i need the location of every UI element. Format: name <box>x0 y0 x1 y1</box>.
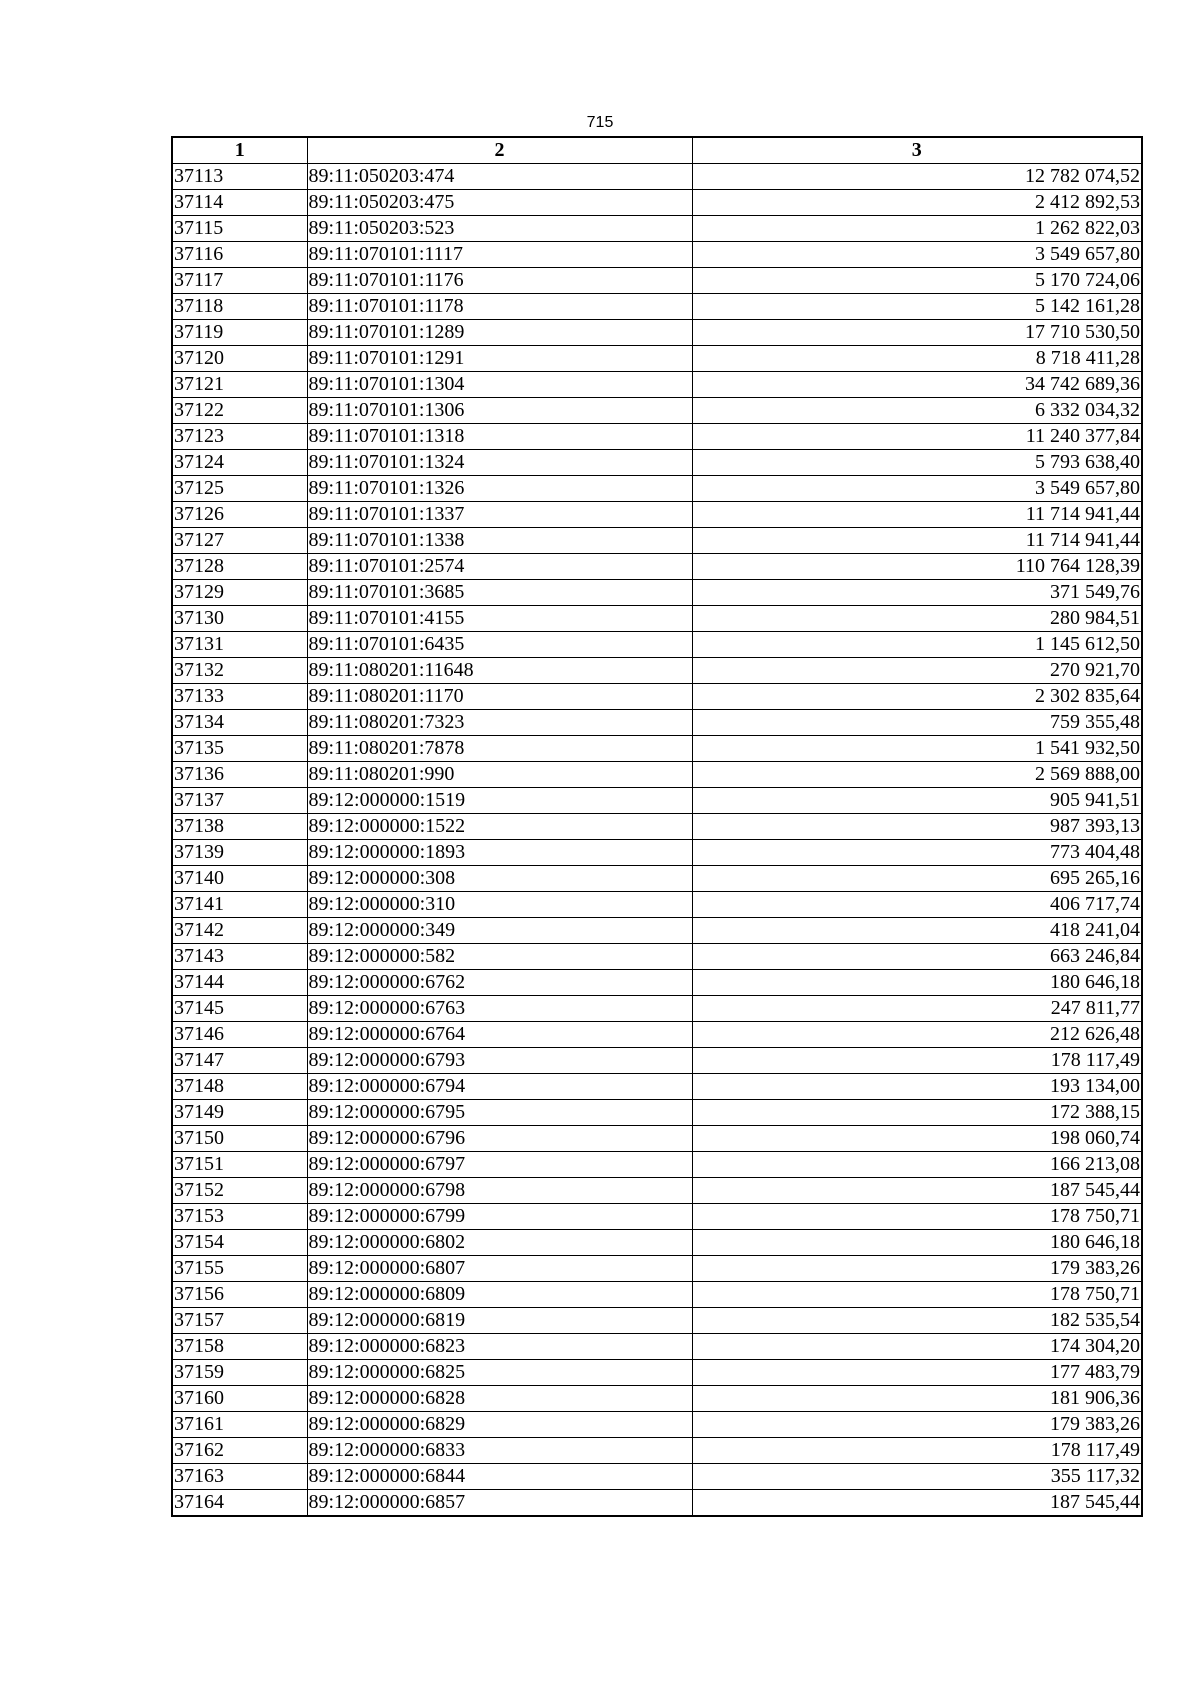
cadastral-value-cell: 3 549 657,80 <box>692 242 1142 268</box>
cadastral-value-cell: 1 262 822,03 <box>692 216 1142 242</box>
table-row <box>172 606 1142 632</box>
row-number-cell: 37140 <box>172 866 307 892</box>
column-header-3: 3 <box>692 137 1142 164</box>
row-number-cell: 37126 <box>172 502 307 528</box>
table-row <box>172 762 1142 788</box>
cadastral-value-cell: 663 246,84 <box>692 944 1142 970</box>
row-number-cell: 37121 <box>172 372 307 398</box>
table-row <box>172 866 1142 892</box>
row-number-cell: 37164 <box>172 1490 307 1517</box>
row-number-cell: 37154 <box>172 1230 307 1256</box>
table-row <box>172 1412 1142 1438</box>
row-number-cell: 37132 <box>172 658 307 684</box>
table-row <box>172 788 1142 814</box>
row-number-cell: 37123 <box>172 424 307 450</box>
row-number-cell: 37122 <box>172 398 307 424</box>
table-row <box>172 476 1142 502</box>
table-row <box>172 1022 1142 1048</box>
cadastral-number-cell: 89:12:000000:6825 <box>307 1360 692 1386</box>
cadastral-number-cell: 89:12:000000:6797 <box>307 1152 692 1178</box>
column-header-2: 2 <box>307 137 692 164</box>
row-number-cell: 37119 <box>172 320 307 346</box>
cadastral-value-cell: 12 782 074,52 <box>692 164 1142 190</box>
cadastral-value-cell: 270 921,70 <box>692 658 1142 684</box>
cadastral-value-table <box>171 136 1143 1517</box>
cadastral-value-cell: 371 549,76 <box>692 580 1142 606</box>
table-row <box>172 346 1142 372</box>
cadastral-value-cell: 695 265,16 <box>692 866 1142 892</box>
table-row <box>172 294 1142 320</box>
cadastral-value-cell: 174 304,20 <box>692 1334 1142 1360</box>
cadastral-value-cell: 5 142 161,28 <box>692 294 1142 320</box>
cadastral-value-cell: 212 626,48 <box>692 1022 1142 1048</box>
table-row <box>172 684 1142 710</box>
row-number-cell: 37158 <box>172 1334 307 1360</box>
row-number-cell: 37144 <box>172 970 307 996</box>
cadastral-value-cell: 5 793 638,40 <box>692 450 1142 476</box>
table-row <box>172 1100 1142 1126</box>
cadastral-value-cell: 11 714 941,44 <box>692 502 1142 528</box>
table-row <box>172 242 1142 268</box>
cadastral-number-cell: 89:11:070101:1117 <box>307 242 692 268</box>
table-row <box>172 1334 1142 1360</box>
table-row <box>172 1152 1142 1178</box>
cadastral-number-cell: 89:11:070101:1337 <box>307 502 692 528</box>
cadastral-number-cell: 89:12:000000:310 <box>307 892 692 918</box>
row-number-cell: 37153 <box>172 1204 307 1230</box>
table-row <box>172 918 1142 944</box>
row-number-cell: 37156 <box>172 1282 307 1308</box>
cadastral-number-cell: 89:11:070101:1306 <box>307 398 692 424</box>
cadastral-number-cell: 89:11:070101:1304 <box>307 372 692 398</box>
table-row <box>172 164 1142 190</box>
table-row <box>172 736 1142 762</box>
table-row <box>172 814 1142 840</box>
row-number-cell: 37138 <box>172 814 307 840</box>
cadastral-value-cell: 2 302 835,64 <box>692 684 1142 710</box>
table-row <box>172 1360 1142 1386</box>
row-number-cell: 37161 <box>172 1412 307 1438</box>
table-header-row <box>172 137 1142 164</box>
row-number-cell: 37118 <box>172 294 307 320</box>
table-row <box>172 658 1142 684</box>
row-number-cell: 37149 <box>172 1100 307 1126</box>
cadastral-number-cell: 89:11:070101:1324 <box>307 450 692 476</box>
cadastral-value-cell: 177 483,79 <box>692 1360 1142 1386</box>
cadastral-number-cell: 89:12:000000:6802 <box>307 1230 692 1256</box>
table-row <box>172 970 1142 996</box>
table-row <box>172 1308 1142 1334</box>
cadastral-number-cell: 89:12:000000:6857 <box>307 1490 692 1517</box>
cadastral-number-cell: 89:11:050203:475 <box>307 190 692 216</box>
cadastral-value-cell: 172 388,15 <box>692 1100 1142 1126</box>
cadastral-number-cell: 89:11:070101:1338 <box>307 528 692 554</box>
cadastral-value-cell: 3 549 657,80 <box>692 476 1142 502</box>
table-row <box>172 1438 1142 1464</box>
cadastral-value-cell: 182 535,54 <box>692 1308 1142 1334</box>
table-row <box>172 424 1142 450</box>
row-number-cell: 37163 <box>172 1464 307 1490</box>
cadastral-value-cell: 179 383,26 <box>692 1256 1142 1282</box>
table-row <box>172 1230 1142 1256</box>
row-number-cell: 37133 <box>172 684 307 710</box>
row-number-cell: 37162 <box>172 1438 307 1464</box>
cadastral-number-cell: 89:12:000000:6764 <box>307 1022 692 1048</box>
row-number-cell: 37160 <box>172 1386 307 1412</box>
cadastral-value-cell: 193 134,00 <box>692 1074 1142 1100</box>
cadastral-value-cell: 1 145 612,50 <box>692 632 1142 658</box>
cadastral-number-cell: 89:11:070101:1176 <box>307 268 692 294</box>
cadastral-number-cell: 89:11:080201:7323 <box>307 710 692 736</box>
row-number-cell: 37114 <box>172 190 307 216</box>
cadastral-number-cell: 89:12:000000:6794 <box>307 1074 692 1100</box>
row-number-cell: 37152 <box>172 1178 307 1204</box>
cadastral-number-cell: 89:12:000000:6798 <box>307 1178 692 1204</box>
table-row <box>172 320 1142 346</box>
table-row <box>172 372 1142 398</box>
cadastral-value-cell: 180 646,18 <box>692 970 1142 996</box>
table-row <box>172 580 1142 606</box>
cadastral-value-cell: 178 750,71 <box>692 1204 1142 1230</box>
column-header-1: 1 <box>172 137 307 164</box>
cadastral-value-cell: 8 718 411,28 <box>692 346 1142 372</box>
cadastral-number-cell: 89:12:000000:349 <box>307 918 692 944</box>
cadastral-value-cell: 178 117,49 <box>692 1438 1142 1464</box>
cadastral-value-cell: 759 355,48 <box>692 710 1142 736</box>
cadastral-number-cell: 89:11:070101:4155 <box>307 606 692 632</box>
cadastral-number-cell: 89:11:070101:3685 <box>307 580 692 606</box>
table-row <box>172 450 1142 476</box>
cadastral-value-cell: 418 241,04 <box>692 918 1142 944</box>
cadastral-number-cell: 89:11:070101:1178 <box>307 294 692 320</box>
cadastral-number-cell: 89:12:000000:6807 <box>307 1256 692 1282</box>
row-number-cell: 37134 <box>172 710 307 736</box>
row-number-cell: 37135 <box>172 736 307 762</box>
cadastral-number-cell: 89:12:000000:1519 <box>307 788 692 814</box>
table-row <box>172 944 1142 970</box>
row-number-cell: 37141 <box>172 892 307 918</box>
cadastral-number-cell: 89:12:000000:6793 <box>307 1048 692 1074</box>
table-row <box>172 502 1142 528</box>
cadastral-value-cell: 773 404,48 <box>692 840 1142 866</box>
row-number-cell: 37139 <box>172 840 307 866</box>
table-row <box>172 892 1142 918</box>
table-row <box>172 528 1142 554</box>
table-row <box>172 632 1142 658</box>
cadastral-number-cell: 89:12:000000:6795 <box>307 1100 692 1126</box>
table-row <box>172 1386 1142 1412</box>
table-row <box>172 996 1142 1022</box>
table-row <box>172 1074 1142 1100</box>
cadastral-number-cell: 89:12:000000:6829 <box>307 1412 692 1438</box>
cadastral-number-cell: 89:11:070101:1326 <box>307 476 692 502</box>
row-number-cell: 37131 <box>172 632 307 658</box>
cadastral-value-cell: 280 984,51 <box>692 606 1142 632</box>
cadastral-number-cell: 89:12:000000:6819 <box>307 1308 692 1334</box>
cadastral-value-cell: 987 393,13 <box>692 814 1142 840</box>
cadastral-number-cell: 89:11:070101:6435 <box>307 632 692 658</box>
cadastral-number-cell: 89:11:080201:990 <box>307 762 692 788</box>
row-number-cell: 37142 <box>172 918 307 944</box>
row-number-cell: 37130 <box>172 606 307 632</box>
row-number-cell: 37125 <box>172 476 307 502</box>
table-row <box>172 1126 1142 1152</box>
cadastral-number-cell: 89:12:000000:6844 <box>307 1464 692 1490</box>
row-number-cell: 37145 <box>172 996 307 1022</box>
cadastral-number-cell: 89:12:000000:6763 <box>307 996 692 1022</box>
cadastral-number-cell: 89:12:000000:6809 <box>307 1282 692 1308</box>
cadastral-value-cell: 187 545,44 <box>692 1178 1142 1204</box>
row-number-cell: 37155 <box>172 1256 307 1282</box>
cadastral-number-cell: 89:11:070101:1289 <box>307 320 692 346</box>
cadastral-number-cell: 89:12:000000:582 <box>307 944 692 970</box>
table-row <box>172 216 1142 242</box>
row-number-cell: 37124 <box>172 450 307 476</box>
cadastral-value-cell: 2 569 888,00 <box>692 762 1142 788</box>
table-row <box>172 1464 1142 1490</box>
cadastral-value-cell: 5 170 724,06 <box>692 268 1142 294</box>
row-number-cell: 37113 <box>172 164 307 190</box>
cadastral-value-cell: 406 717,74 <box>692 892 1142 918</box>
row-number-cell: 37148 <box>172 1074 307 1100</box>
cadastral-value-cell: 2 412 892,53 <box>692 190 1142 216</box>
cadastral-number-cell: 89:11:080201:7878 <box>307 736 692 762</box>
cadastral-value-cell: 6 332 034,32 <box>692 398 1142 424</box>
row-number-cell: 37151 <box>172 1152 307 1178</box>
cadastral-number-cell: 89:11:070101:1291 <box>307 346 692 372</box>
table-row <box>172 554 1142 580</box>
cadastral-value-cell: 905 941,51 <box>692 788 1142 814</box>
cadastral-number-cell: 89:12:000000:6762 <box>307 970 692 996</box>
page-number: 715 <box>586 114 614 131</box>
table-row <box>172 840 1142 866</box>
cadastral-number-cell: 89:11:070101:2574 <box>307 554 692 580</box>
row-number-cell: 37120 <box>172 346 307 372</box>
cadastral-number-cell: 89:12:000000:308 <box>307 866 692 892</box>
row-number-cell: 37129 <box>172 580 307 606</box>
cadastral-number-cell: 89:11:070101:1318 <box>307 424 692 450</box>
cadastral-value-cell: 34 742 689,36 <box>692 372 1142 398</box>
table-row <box>172 1178 1142 1204</box>
cadastral-value-cell: 179 383,26 <box>692 1412 1142 1438</box>
cadastral-number-cell: 89:11:080201:1170 <box>307 684 692 710</box>
cadastral-value-cell: 166 213,08 <box>692 1152 1142 1178</box>
cadastral-number-cell: 89:12:000000:1893 <box>307 840 692 866</box>
cadastral-value-cell: 11 240 377,84 <box>692 424 1142 450</box>
table-body <box>172 164 1142 1517</box>
cadastral-number-cell: 89:11:080201:11648 <box>307 658 692 684</box>
table-row <box>172 1490 1142 1517</box>
cadastral-number-cell: 89:12:000000:6799 <box>307 1204 692 1230</box>
row-number-cell: 37136 <box>172 762 307 788</box>
cadastral-number-cell: 89:12:000000:6833 <box>307 1438 692 1464</box>
row-number-cell: 37159 <box>172 1360 307 1386</box>
row-number-cell: 37128 <box>172 554 307 580</box>
cadastral-value-cell: 180 646,18 <box>692 1230 1142 1256</box>
table-row <box>172 190 1142 216</box>
table-row <box>172 710 1142 736</box>
cadastral-number-cell: 89:11:050203:523 <box>307 216 692 242</box>
row-number-cell: 37143 <box>172 944 307 970</box>
cadastral-value-cell: 110 764 128,39 <box>692 554 1142 580</box>
cadastral-number-cell: 89:12:000000:1522 <box>307 814 692 840</box>
cadastral-value-cell: 178 117,49 <box>692 1048 1142 1074</box>
cadastral-value-cell: 247 811,77 <box>692 996 1142 1022</box>
cadastral-number-cell: 89:11:050203:474 <box>307 164 692 190</box>
cadastral-value-cell: 187 545,44 <box>692 1490 1142 1517</box>
row-number-cell: 37137 <box>172 788 307 814</box>
table-row <box>172 1048 1142 1074</box>
cadastral-value-cell: 178 750,71 <box>692 1282 1142 1308</box>
row-number-cell: 37147 <box>172 1048 307 1074</box>
row-number-cell: 37116 <box>172 242 307 268</box>
row-number-cell: 37146 <box>172 1022 307 1048</box>
row-number-cell: 37157 <box>172 1308 307 1334</box>
row-number-cell: 37150 <box>172 1126 307 1152</box>
cadastral-value-cell: 198 060,74 <box>692 1126 1142 1152</box>
cadastral-value-cell: 181 906,36 <box>692 1386 1142 1412</box>
table-row <box>172 1282 1142 1308</box>
cadastral-number-cell: 89:12:000000:6823 <box>307 1334 692 1360</box>
cadastral-value-cell: 1 541 932,50 <box>692 736 1142 762</box>
row-number-cell: 37117 <box>172 268 307 294</box>
cadastral-value-cell: 11 714 941,44 <box>692 528 1142 554</box>
table-row <box>172 1204 1142 1230</box>
table-row <box>172 268 1142 294</box>
cadastral-number-cell: 89:12:000000:6828 <box>307 1386 692 1412</box>
table-row <box>172 398 1142 424</box>
cadastral-value-cell: 17 710 530,50 <box>692 320 1142 346</box>
table-row <box>172 1256 1142 1282</box>
row-number-cell: 37127 <box>172 528 307 554</box>
cadastral-number-cell: 89:12:000000:6796 <box>307 1126 692 1152</box>
cadastral-value-cell: 355 117,32 <box>692 1464 1142 1490</box>
row-number-cell: 37115 <box>172 216 307 242</box>
